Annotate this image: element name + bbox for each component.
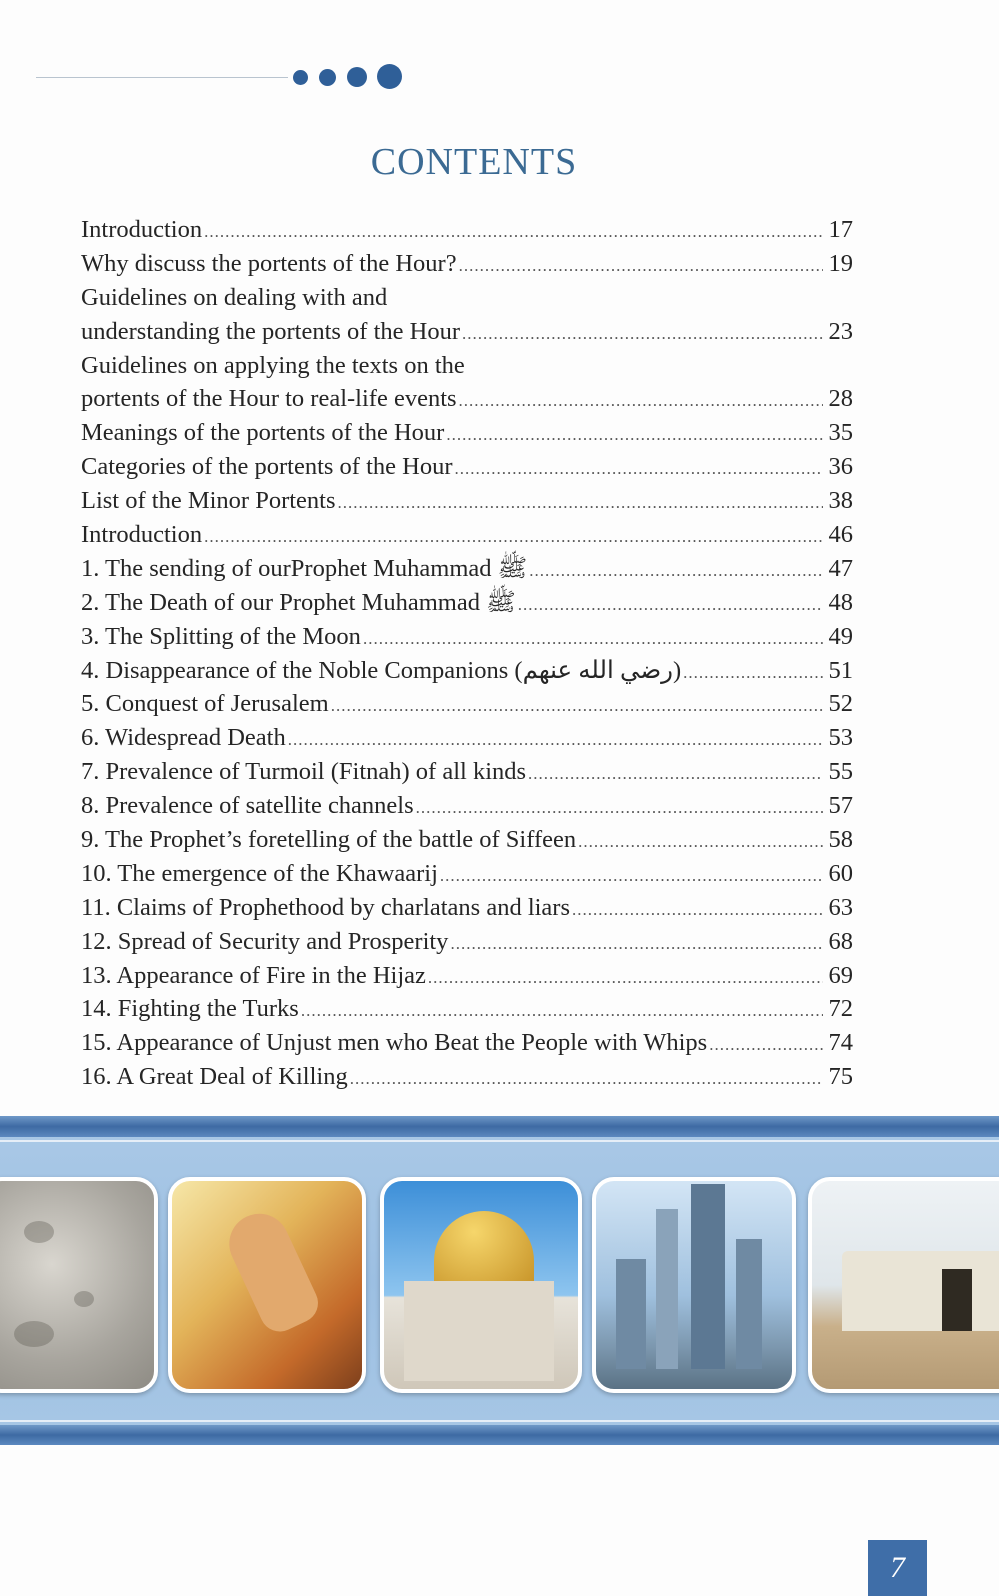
table-of-contents <box>81 213 853 1094</box>
toc-entry-page: 53 <box>828 724 853 752</box>
toc-leader-dots <box>518 588 823 622</box>
moon-surface-image <box>0 1177 158 1393</box>
header-rule <box>36 77 288 78</box>
toc-entry-title: Guidelines on applying the texts on the <box>81 351 465 379</box>
page-number: 7 <box>868 1540 927 1596</box>
toc-entry-title: 8. Prevalence of satellite channels <box>81 792 414 820</box>
toc-entry-page: 19 <box>828 249 853 277</box>
photo-strip-line <box>0 1140 999 1142</box>
toc-entry-title: 9. The Prophet’s foretelling of the battle of Siffeen <box>81 826 577 854</box>
toc-entry-title: Meanings of the portents of the Hour <box>81 419 445 447</box>
toc-entry <box>81 349 853 383</box>
toc-entry-title: understanding the portents of the Hour <box>81 317 460 345</box>
toc-leader-dots <box>416 791 823 825</box>
toc-entry-page: 48 <box>828 588 853 616</box>
toc-leader-dots <box>331 689 823 723</box>
toc-entry-page: 46 <box>828 521 853 549</box>
toc-leader-dots <box>529 554 823 588</box>
toc-leader-dots <box>454 452 823 486</box>
toc-entry-title: 14. Fighting the Turks <box>81 995 299 1023</box>
toc-entry-title: 11. Claims of Prophethood by charlatans and liars <box>81 893 570 921</box>
toc-entry-page: 60 <box>828 859 853 887</box>
toc-entry-page: 36 <box>828 453 853 481</box>
toc-entry <box>81 891 853 925</box>
toc-entry-title: 1. The sending of ourProphet Muhammad ﷺ <box>81 554 528 582</box>
city-skyline-image <box>592 1177 796 1393</box>
toc-entry <box>81 315 853 349</box>
toc-entry-page: 69 <box>828 961 853 989</box>
toc-entry-title: 6. Widespread Death <box>81 724 286 752</box>
toc-leader-dots <box>301 994 823 1028</box>
toc-entry <box>81 586 853 620</box>
page-title: CONTENTS <box>370 141 578 183</box>
toc-entry <box>81 992 853 1026</box>
toc-entry <box>81 213 853 247</box>
toc-entry-page: 63 <box>828 893 853 921</box>
hand-and-wealth-image <box>168 1177 366 1393</box>
toc-entry-page: 35 <box>828 419 853 447</box>
toc-leader-dots <box>288 723 823 757</box>
toc-leader-dots <box>338 486 823 520</box>
toc-entry <box>81 620 853 654</box>
toc-entry-page: 75 <box>828 1063 853 1091</box>
toc-entry <box>81 823 853 857</box>
toc-entry <box>81 959 853 993</box>
toc-entry-page: 49 <box>828 622 853 650</box>
dome-of-the-rock-image <box>380 1177 582 1393</box>
toc-entry-page: 47 <box>828 554 853 582</box>
toc-entry <box>81 1026 853 1060</box>
toc-entry-page: 57 <box>828 792 853 820</box>
toc-leader-dots <box>204 520 823 554</box>
toc-entry <box>81 687 853 721</box>
toc-leader-dots <box>462 317 823 351</box>
header-dot-4 <box>377 64 402 89</box>
toc-entry-title: 16. A Great Deal of Killing <box>81 1063 348 1091</box>
toc-entry <box>81 450 853 484</box>
toc-entry-page: 52 <box>828 690 853 718</box>
toc-leader-dots <box>446 418 823 452</box>
toc-leader-dots <box>578 825 823 859</box>
toc-entry-title: 2. The Death of our Prophet Muhammad ﷺ <box>81 588 516 616</box>
header-dot-1 <box>293 70 308 85</box>
photo-band-bottom-bar <box>0 1425 999 1445</box>
toc-entry-page: 55 <box>828 758 853 786</box>
toc-entry-title: 7. Prevalence of Turmoil (Fitnah) of all kinds <box>81 758 527 786</box>
toc-leader-dots <box>459 384 823 418</box>
toc-entry-title: Guidelines on dealing with and <box>81 283 388 311</box>
toc-entry-title: 10. The emergence of the Khawaarij <box>81 859 438 887</box>
toc-entry-title: Why discuss the portents of the Hour? <box>81 249 457 277</box>
toc-entry <box>81 382 853 416</box>
toc-leader-dots <box>450 927 823 961</box>
toc-entry-page: 68 <box>828 927 853 955</box>
toc-leader-dots <box>528 757 823 791</box>
toc-entry-page: 28 <box>828 385 853 413</box>
toc-entry <box>81 654 853 688</box>
toc-leader-dots <box>572 893 823 927</box>
toc-leader-dots <box>683 656 823 690</box>
toc-entry-page: 72 <box>828 995 853 1023</box>
toc-leader-dots <box>440 859 823 893</box>
photo-strip-line <box>0 1420 999 1422</box>
toc-entry-page: 51 <box>828 656 853 684</box>
toc-entry-page: 38 <box>828 487 853 515</box>
toc-leader-dots <box>204 215 823 249</box>
toc-leader-dots <box>709 1028 823 1062</box>
toc-entry <box>81 552 853 586</box>
toc-entry-title: 5. Conquest of Jerusalem <box>81 690 329 718</box>
header-dot-3 <box>347 67 367 87</box>
toc-entry-title: List of the Minor Portents <box>81 487 336 515</box>
header-dot-2 <box>319 69 336 86</box>
toc-entry <box>81 416 853 450</box>
desert-tent-image <box>808 1177 999 1393</box>
toc-entry-title: portents of the Hour to real-life events <box>81 385 457 413</box>
toc-entry <box>81 721 853 755</box>
toc-entry-title: Introduction <box>81 216 203 243</box>
toc-entry <box>81 755 853 789</box>
toc-entry <box>81 1060 853 1094</box>
toc-entry <box>81 281 853 315</box>
toc-entry-page: 23 <box>828 317 853 345</box>
toc-entry <box>81 925 853 959</box>
toc-entry-title: 15. Appearance of Unjust men who Beat the People with Whips <box>81 1029 708 1057</box>
toc-entry-title: 4. Disappearance of the Noble Companions (رضي الله عنهم) <box>81 656 682 684</box>
toc-entry-page: 17 <box>828 216 853 243</box>
toc-entry <box>81 789 853 823</box>
toc-entry <box>81 247 853 281</box>
toc-leader-dots <box>350 1062 823 1096</box>
toc-leader-dots <box>428 961 823 995</box>
toc-entry-title: 12. Spread of Security and Prosperity <box>81 927 449 955</box>
toc-entry-title: 13. Appearance of Fire in the Hijaz <box>81 961 426 989</box>
toc-entry-page: 74 <box>828 1029 853 1057</box>
toc-entry-title: 3. The Splitting of the Moon <box>81 622 361 650</box>
toc-leader-dots <box>363 622 823 656</box>
toc-entry <box>81 484 853 518</box>
toc-entry-title: Introduction <box>81 521 203 549</box>
toc-entry <box>81 518 853 552</box>
toc-entry <box>81 857 853 891</box>
photo-band-top-bar <box>0 1116 999 1137</box>
toc-entry-title: Categories of the portents of the Hour <box>81 453 453 481</box>
toc-entry-page: 58 <box>828 826 853 854</box>
toc-leader-dots <box>459 249 823 283</box>
